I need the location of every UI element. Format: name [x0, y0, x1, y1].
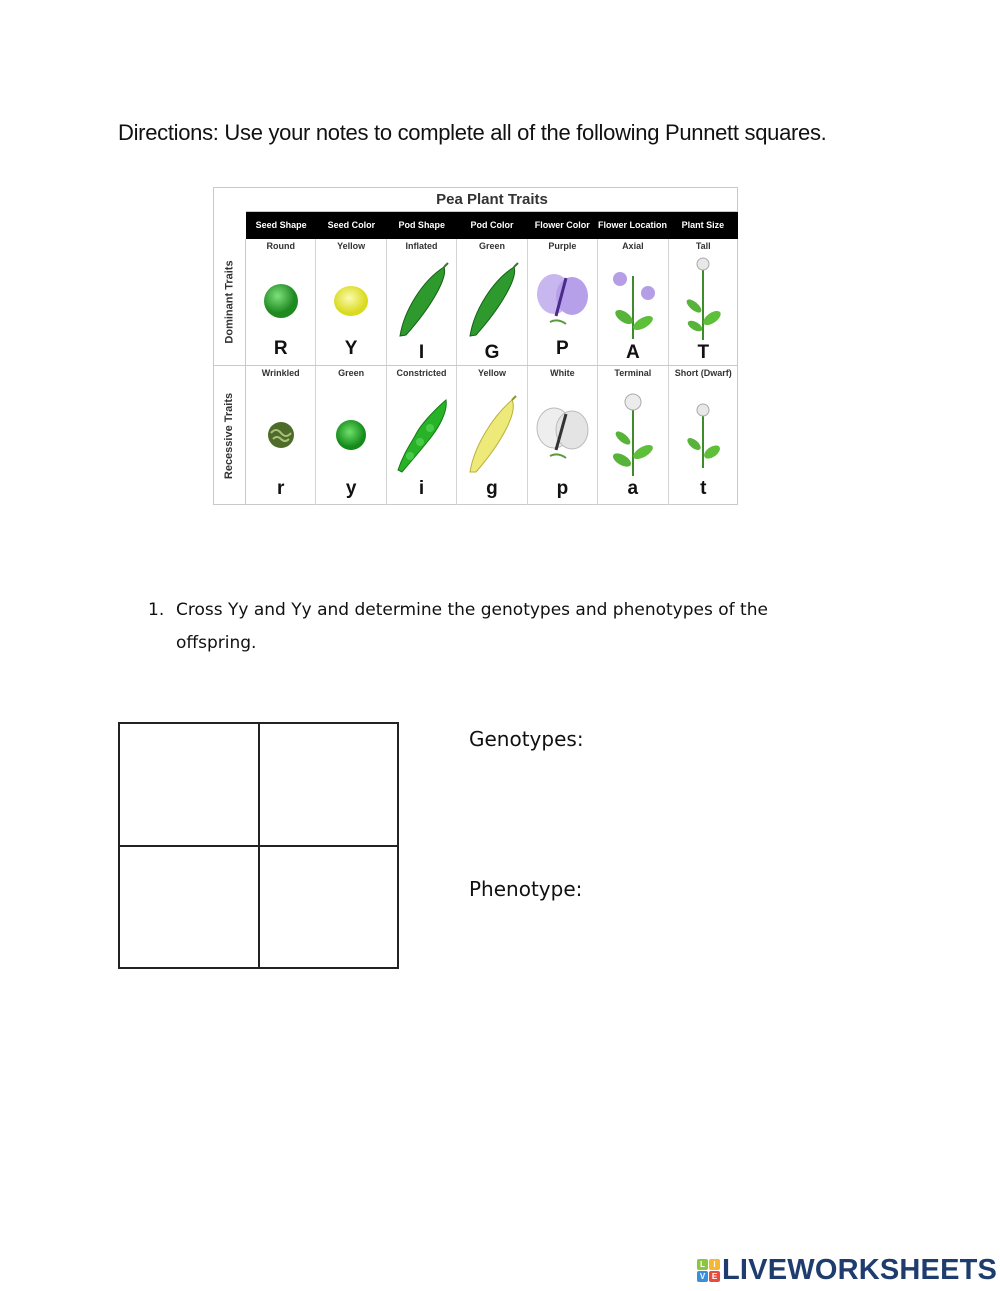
- question-1: [148, 594, 838, 660]
- round-pea-icon: [261, 281, 301, 321]
- trait-cell: [598, 239, 668, 365]
- logo-tile: I: [709, 1259, 720, 1270]
- header-pod-color: Pod Color: [470, 220, 514, 230]
- wrinkled-pea-icon: [261, 415, 301, 455]
- trait-name: Constricted: [396, 368, 447, 378]
- dominant-row: [246, 239, 738, 366]
- logo-text: LIVEWORKSHEETS: [722, 1254, 998, 1286]
- trait-cell: [246, 366, 316, 505]
- white-flower-icon: [532, 400, 592, 470]
- liveworksheets-logo: [697, 1256, 997, 1284]
- trait-name: Inflated: [405, 241, 438, 251]
- trait-cell: [457, 239, 527, 365]
- green-pod-icon: [462, 261, 522, 341]
- logo-tile: L: [697, 1259, 708, 1270]
- question-text: Cross Yy and Yy and determine the genotypes and phenotypes of the offspring.: [176, 600, 768, 653]
- phenotype-label: Phenotype:: [469, 877, 583, 901]
- yellow-pea-icon: [331, 281, 371, 321]
- header-plant-size: Plant Size: [681, 220, 725, 230]
- punnett-cell-top-right[interactable]: [259, 723, 399, 846]
- trait-name: Purple: [548, 241, 577, 251]
- question-number: 1.: [148, 600, 165, 620]
- header-seed-shape: Seed Shape: [255, 220, 307, 230]
- allele-letter: g: [486, 478, 498, 499]
- allele-letter: A: [625, 342, 640, 363]
- logo-tile: E: [709, 1271, 720, 1282]
- allele-letter: r: [277, 478, 285, 499]
- genotypes-label: Genotypes:: [469, 727, 584, 751]
- purple-flower-icon: [532, 266, 592, 336]
- trait-cell: [246, 239, 316, 365]
- allele-letter: G: [484, 342, 500, 363]
- punnett-cell-top-left[interactable]: [119, 723, 259, 846]
- allele-letter: Y: [344, 338, 358, 359]
- trait-name: Short (Dwarf): [674, 368, 732, 378]
- constricted-pod-icon: [392, 392, 452, 477]
- logo-tile: V: [697, 1271, 708, 1282]
- trait-cell: [669, 239, 738, 365]
- allele-letter: t: [700, 478, 707, 499]
- recessive-label-text: Recessive Traits: [223, 392, 236, 479]
- inflated-pod-icon: [392, 261, 452, 341]
- traits-header-row: [246, 212, 738, 239]
- punnett-square: [118, 722, 399, 969]
- trait-name: Green: [478, 241, 505, 251]
- traits-table-title: Pea Plant Traits: [246, 188, 738, 212]
- allele-letter: I: [418, 342, 425, 363]
- trait-name: Green: [338, 368, 365, 378]
- terminal-flower-plant-icon: [608, 392, 658, 477]
- short-plant-icon: [681, 400, 725, 470]
- allele-letter: i: [418, 478, 425, 499]
- recessive-row: [246, 366, 738, 505]
- green-pea-icon: [331, 415, 371, 455]
- trait-name: Yellow: [477, 368, 506, 378]
- trait-name: Axial: [622, 241, 644, 251]
- allele-letter: P: [556, 338, 569, 359]
- trait-cell: [528, 366, 598, 505]
- trait-cell: [316, 366, 386, 505]
- recessive-traits-label: [214, 366, 246, 505]
- trait-name: White: [550, 368, 575, 378]
- directions-text: Directions: Use your notes to complete all of the following Punnett squares.: [118, 120, 827, 145]
- dominant-label-text: Dominant Traits: [223, 260, 236, 344]
- pea-plant-traits-table: [213, 187, 738, 505]
- header-seed-color: Seed Color: [327, 220, 376, 230]
- trait-name: Tall: [695, 241, 711, 251]
- trait-cell: [387, 366, 457, 505]
- header-flower-location: Flower Location: [598, 220, 668, 230]
- punnett-cell-bottom-left[interactable]: [119, 846, 259, 969]
- punnett-cell-bottom-right[interactable]: [259, 846, 399, 969]
- trait-name: Terminal: [614, 368, 652, 378]
- trait-name: Wrinkled: [261, 368, 300, 378]
- trait-cell: [669, 366, 738, 505]
- trait-cell: [598, 366, 668, 505]
- trait-cell: [457, 366, 527, 505]
- allele-letter: T: [697, 342, 710, 363]
- trait-cell: [316, 239, 386, 365]
- logo-tiles-icon: [697, 1259, 720, 1282]
- header-flower-color: Flower Color: [534, 220, 590, 230]
- dominant-traits-label: [214, 239, 246, 366]
- trait-cell: [528, 239, 598, 365]
- allele-letter: R: [273, 338, 288, 359]
- header-pod-shape: Pod Shape: [398, 220, 445, 230]
- trait-cell: [387, 239, 457, 365]
- allele-letter: p: [556, 478, 569, 499]
- axial-flower-plant-icon: [608, 261, 658, 341]
- yellow-pod-icon: [462, 392, 522, 477]
- tall-plant-icon: [681, 256, 725, 341]
- allele-letter: y: [345, 478, 357, 499]
- trait-name: Yellow: [337, 241, 366, 251]
- allele-letter: a: [627, 478, 639, 499]
- trait-name: Round: [266, 241, 295, 251]
